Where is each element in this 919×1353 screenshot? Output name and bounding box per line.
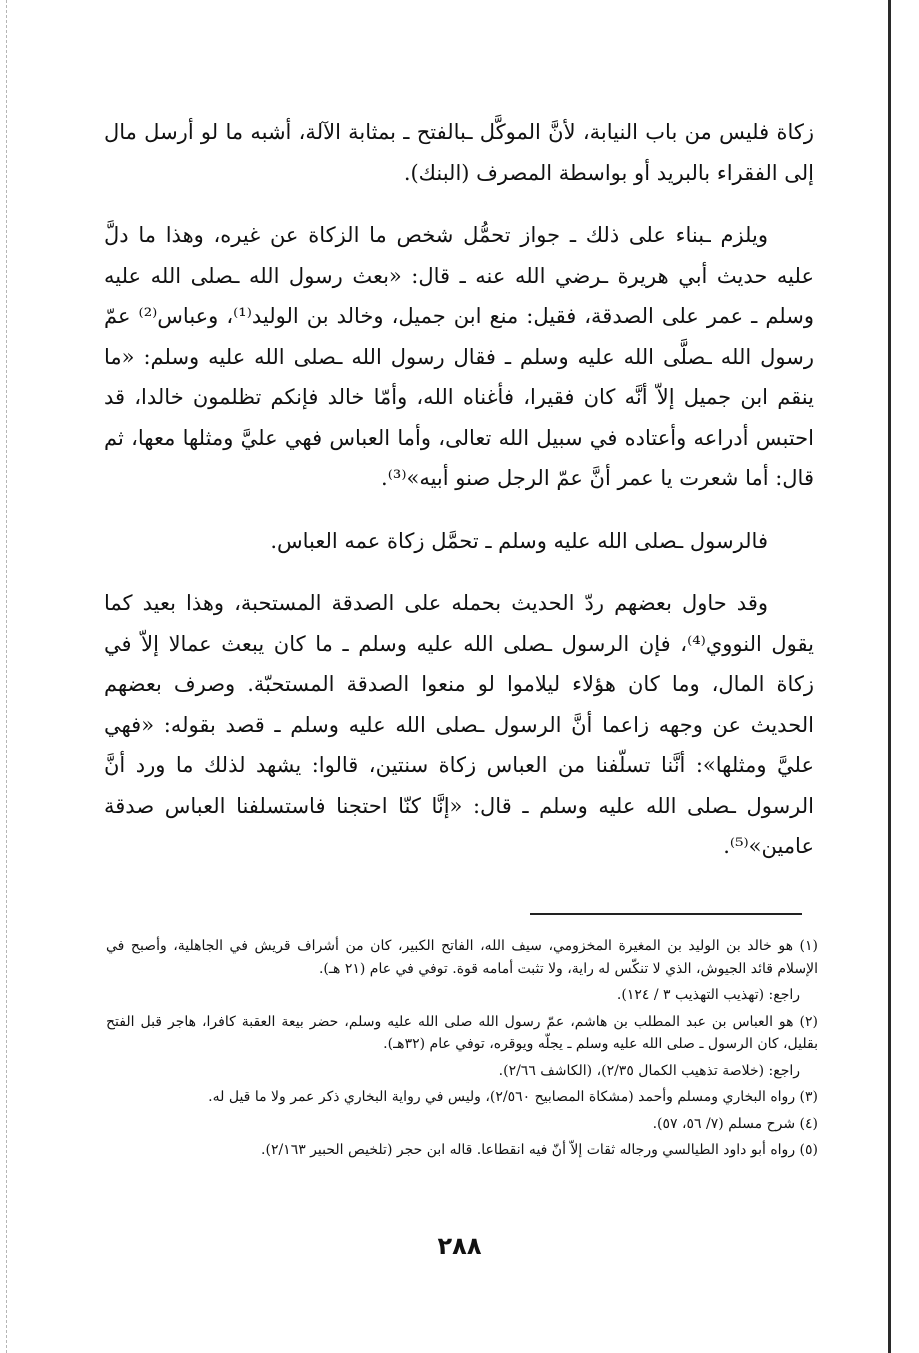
main-text	[104, 112, 814, 867]
paragraph-2: ويلزم ـبناء على ذلك ـ جواز تحمُّل شخص ما الزكاة عن غيره، وهذا ما دلَّ عليه حديث أبي هريرة ـرضي الله عنه ـ قال: «بعث رسول الله ـصلى الله عليه وسلم ـ عمر على الصدقة، فقيل: منع ابن جميل، وخالد بن الوليد⁽¹⁾، وعباس⁽²⁾ عمّ رسول الله ـصلَّى الله عليه وسلم ـ فقال رسول الله ـصلى الله عليه وسلم: «ما ينقم ابن جميل إلاّ أنَّه كان فقيرا، فأغناه الله، وأمّا خالد فإنكم تظلمون خالدا، قد احتبس أدراعه وأعتاده في سبيل الله تعالى، وأما العباس فهي عليَّ ومثلها معها، ثم قال: أما شعرت يا عمر أنَّ عمّ الرجل صنو أبيه»⁽³⁾.	[104, 223, 814, 490]
footnote-separator	[530, 913, 802, 915]
footnote-2-reference: راجع: (خلاصة تذهيب الكمال ٢/٣٥)، (الكاشف ٢/٦٦).	[498, 1062, 800, 1079]
footnote-1: (١) هو خالد بن الوليد بن المغيرة المخزومي، سيف الله، الفاتح الكبير، كان من أشراف قريش في الجاهلية، وأصبح في الإسلام قائد الجيوش، الذي لا تنكّس له راية، ولا تثبت أمامه قوة. توفي في عام (٢١ هـ).	[106, 938, 818, 977]
page-edge-solid-line	[888, 0, 891, 1353]
footnote-1-reference: راجع: (تهذيب التهذيب ٣ / ١٢٤).	[616, 987, 800, 1003]
footnote-2: (٢) هو العباس بن عبد المطلب بن هاشم، عمّ رسول الله صلى الله عليه وسلم، حضر بيعة العقبة كافرا، هاجر قبل الفتح بقليل، كان الرسول ـ صلى الله عليه وسلم ـ يجلّه ويوقره، توفي عام (٣٢هـ).	[106, 1013, 818, 1052]
page-number: ٢٨٨	[437, 1232, 482, 1260]
footnote-4: (٤) شرح مسلم (٧/ ٥٦، ٥٧).	[652, 1115, 818, 1132]
paragraph-4: وقد حاول بعضهم ردّ الحديث بحمله على الصدقة المستحبة، وهذا بعيد كما يقول النووي⁽⁴⁾، فإن الرسول ـصلى الله عليه وسلم ـ ما كان يبعث عمالا إلاّ في زكاة المال، وما كان هؤلاء ليلاموا لو منعوا الصدقة المستحبّة. وصرف بعضهم الحديث عن وجهه زاعما أنَّ الرسول ـصلى الله عليه وسلم ـ قصد بقوله: «فهي عليَّ ومثلها»: أنَّنا تسلّفنا من العباس زكاة سنتين، قالوا: يشهد لذلك ما ورد أنَّ الرسول ـصلى الله عليه وسلم ـ قال: «إنَّا كنّا احتجنا فاستسلفنا العباس صدقة عامين»⁽⁵⁾.	[104, 591, 814, 858]
paragraph-1: زكاة فليس من باب النيابة، لأنَّ الموكَّل ـبالفتح ـ بمثابة الآلة، أشبه ما لو أرسل مال إلى الفقراء بالبريد أو بواسطة المصرف (البنك).	[104, 120, 814, 185]
footnotes	[106, 935, 818, 1166]
footnote-5: (٥) رواه أبو داود الطيالسي ورجاله ثقات إلاّ أنّ فيه انقطاعا. قاله ابن حجر (تلخيص الحبير ٢/١٦٣).	[261, 1142, 818, 1158]
page-edge-dashed-line	[6, 0, 7, 1353]
footnote-3: (٣) رواه البخاري ومسلم وأحمد (مشكاة المصابيح ٢/٥٦٠)، وليس في رواية البخاري ذكر عمر ولا ما قيل له.	[208, 1089, 818, 1105]
paragraph-3: فالرسول ـصلى الله عليه وسلم ـ تحمَّل زكاة عمه العباس.	[270, 528, 768, 553]
